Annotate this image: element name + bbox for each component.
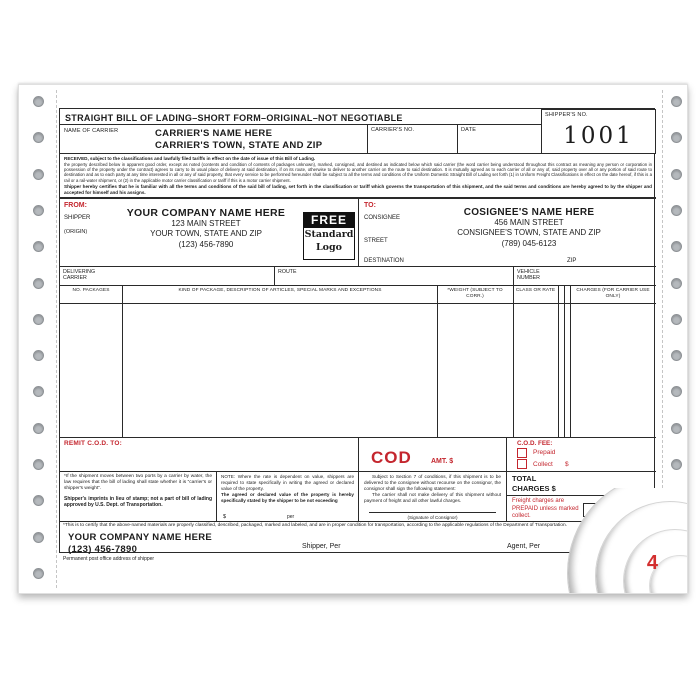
consignee-label: CONSIGNEE (364, 215, 401, 221)
shippers-no-label: SHIPPER'S NO. (545, 112, 588, 118)
cod-amount-label: AMT. $ (431, 458, 454, 465)
col-no-packages: NO. PACKAGES (72, 288, 110, 293)
pin-feed-hole (33, 314, 44, 325)
carrier-name-block (155, 128, 322, 153)
certify-line: *This is to certify that the above-named materials are properly classified, described, packaged, marked and labeled, and are in proper condition for transportation, according to the applicable regulations of the Department of Transportation. (63, 523, 567, 528)
terms-received: RECEIVED, subject to the classifications and lawfully filed tariffs in effect on the date of issue of this Bill of Lading. (64, 156, 316, 161)
to-section (359, 199, 656, 267)
divider (570, 286, 571, 303)
value-note: NOTE: Where the rate is dependent on value, shippers are required to state specifically in writing the agreed or declared value of the property. (221, 474, 354, 491)
divider (513, 267, 514, 285)
free-label: FREE (303, 212, 355, 228)
section7-cell (359, 472, 507, 522)
freight-note: Freight charges are PREPAID unless marked collect. (512, 498, 579, 519)
pin-feed-hole (671, 241, 682, 252)
route-label: ROUTE (278, 269, 297, 275)
pin-feed-hole (33, 350, 44, 361)
shipper-address-block (108, 207, 304, 250)
signature-caption: (Signature of Consignor) (407, 515, 458, 520)
pin-feed-hole (33, 241, 44, 252)
cod-label: COD (371, 448, 412, 467)
col-weight: *WEIGHT (SUBJECT TO CORR.) (447, 288, 503, 299)
divider (564, 286, 565, 303)
divider (558, 286, 559, 303)
from-to-row (60, 199, 656, 267)
cod-fee-box (507, 438, 656, 472)
remit-cod-box (60, 438, 359, 472)
remit-cod-label: REMIT C.O.D. TO: (64, 440, 122, 447)
terms-block (60, 154, 656, 199)
pin-feed-hole (33, 532, 44, 543)
prepaid-label: Prepaid (533, 449, 556, 456)
shipper-phone: (123) 456-7890 (178, 239, 234, 249)
divider (274, 267, 275, 285)
water-note: *If the shipment moves between two ports by a carrier by water, the law requires that the bill of lading shall state whether it is “carrier's or shipper's weight”. (64, 474, 212, 492)
route-row (60, 267, 656, 286)
carrier-city: CARRIER'S TOWN, STATE AND ZIP (155, 140, 323, 152)
shippers-no-value: 1001 (563, 123, 634, 149)
divider (437, 304, 438, 437)
collect-checkbox (517, 459, 527, 469)
collect-dollar: $ (565, 461, 569, 468)
pin-feed-hole (671, 459, 682, 470)
divider (564, 304, 565, 437)
shipper-label: SHIPPER (64, 215, 91, 221)
pin-feed-hole (33, 568, 44, 579)
cod-box (359, 438, 507, 472)
pin-feed-hole (671, 169, 682, 180)
cod-fee-label: C.O.D. FEE: (517, 440, 553, 447)
consignee-address-block (414, 207, 644, 249)
col-description: KIND OF PACKAGE, DESCRIPTION OF ARTICLES, SPECIAL MARKS AND EXCEPTIONS (178, 288, 382, 293)
divider (437, 286, 438, 303)
carrier-name: CARRIER'S NAME HERE (155, 128, 273, 139)
shipper-company: YOUR COMPANY NAME HERE (126, 207, 286, 219)
pin-feed-hole (671, 205, 682, 216)
consignee-phone: (789) 045-6123 (501, 238, 557, 248)
pin-feed-hole (671, 423, 682, 434)
shipper-address1: 123 MAIN STREET (171, 219, 241, 228)
terms-body: the property described below in apparent good order, except as noted (contents and condition of contents of packages unknown), marked, consigned, and destined as indicated below which said carrier (the word carrier being understood throughout this contract as meaning any person or corporation in possession of the property under the contract) agrees to carry to its usual place of delivery at said destination, if on its route, otherwise to deliver to another carrier on the route to said destination. It is mutually agreed as to each carrier of all or any of, said property over all or any portion of said route to destination and as to each party at any time interested in all or any of said property, that every service to be performed hereunder shall be subject to all the terms and conditions of the Uniform Domestic Straight Bill of Lading set forth (1) in Uniform Freight Classifications in effect on the date hereof, if this is a rail or a rail-water shipment, or (2) in the applicable motor carrier classification or tariff if this is a motor carrier shipment. (64, 161, 652, 183)
declared-value-cell (217, 472, 359, 522)
zip-label: ZIP (567, 258, 577, 264)
table-body (60, 304, 656, 438)
divider (367, 125, 368, 153)
water-note-cell (60, 472, 217, 522)
destination-label: DESTINATION (364, 258, 404, 264)
footer-phone: (123) 456-7890 (68, 544, 138, 556)
shipper-address2: YOUR TOWN, STATE AND ZIP (150, 229, 262, 239)
pin-feed-hole (671, 132, 682, 143)
origin-label: (ORIGIN) (64, 229, 88, 235)
collect-label: Collect (533, 461, 553, 468)
divider (513, 286, 514, 303)
name-of-carrier-label: NAME OF CARRIER (64, 128, 119, 134)
divider (570, 304, 571, 437)
imprint-note: Shipper's imprints in lieu of stamp; not a part of bill of lading approved by U.S. Dept. of Transportation. (64, 495, 212, 509)
consignee-address1: 456 MAIN STREET (494, 218, 564, 227)
prepaid-checkbox (517, 448, 527, 458)
divider (122, 304, 123, 437)
value-note2: The agreed or declared value of the property is hereby specifically stated by the shipper to be not exceeding (221, 491, 354, 503)
footer-company-block (68, 532, 212, 557)
pin-feed-hole (33, 96, 44, 107)
consignee-address2: CONSIGNEE'S TOWN, STATE AND ZIP (457, 228, 601, 238)
section7-note2: The carrier shall not make delivery of this shipment without payment of freight and all other lawful charges. (364, 492, 501, 504)
col-class-rate: CLASS OR RATE (515, 288, 556, 293)
pin-feed-hole (671, 350, 682, 361)
from-section (60, 199, 359, 267)
form-grid (59, 108, 655, 556)
value-dollar: $ (223, 514, 227, 520)
from-label: FROM: (64, 202, 87, 209)
vehicle-number-label: VEHICLE NUMBER (517, 269, 540, 282)
bill-of-lading-sheet (18, 84, 688, 594)
footer-company: YOUR COMPANY NAME HERE (68, 532, 213, 543)
title-row (60, 109, 542, 125)
perforation-line-left (56, 90, 57, 588)
pin-feed-hole (33, 495, 44, 506)
pin-feed-hole (33, 423, 44, 434)
pin-feed-hole (33, 205, 44, 216)
col-charges: CHARGES (FOR CARRIER USE ONLY) (576, 288, 650, 299)
pin-feed-hole (33, 459, 44, 470)
divider (122, 286, 123, 303)
standard-logo-label (303, 228, 355, 260)
table-header-row (60, 286, 656, 304)
to-label: TO: (364, 202, 376, 209)
consignee-name: COSIGNEE'S NAME HERE (463, 207, 595, 218)
bottom-row-a (60, 438, 656, 472)
pin-feed-hole (671, 314, 682, 325)
page-curl (552, 488, 687, 593)
pin-feed-hole (33, 386, 44, 397)
street-label: STREET (364, 238, 388, 244)
pin-feed-hole (33, 132, 44, 143)
address-note: Permanent post office address of shipper (63, 556, 155, 562)
delivering-carrier-label: DELIVERING CARRIER (63, 269, 96, 282)
pin-feed-hole (671, 278, 682, 289)
standard-label: Standard (304, 229, 354, 240)
charges-label: CHARGES $ (512, 484, 556, 493)
logo-label: Logo (316, 242, 342, 254)
form-title: STRAIGHT BILL OF LADING–SHORT FORM–ORIGINAL–NOT NEGOTIABLE (65, 113, 403, 123)
total-label: TOTAL (512, 474, 537, 483)
agent-per-label: Agent, Per (507, 543, 541, 550)
pin-feed-hole (671, 386, 682, 397)
pin-feed-hole (33, 169, 44, 180)
carrier-row (60, 125, 542, 154)
date-label: DATE (461, 127, 477, 133)
copy-number: 4 (646, 552, 658, 574)
consignor-signature-line (369, 512, 496, 513)
shippers-no-box (541, 109, 656, 154)
carriers-no-label: CARRIER'S NO. (371, 127, 415, 133)
standard-logo-badge (303, 212, 355, 260)
divider (457, 125, 458, 153)
pin-feed-hole (33, 278, 44, 289)
divider (558, 304, 559, 437)
section7-note: Subject to Section 7 of conditions, if this shipment is to be delivered to the consignee without recourse on the consignor, the consignor shall sign the following statement: (364, 474, 501, 492)
value-per: per (287, 514, 295, 520)
terms-certifies: Shipper hereby certifies that he is familiar with all the terms and conditions of the said bill of lading, set forth in the classification or tariff which governs the transportation of this shipment, and the said terms and conditions are hereby agreed to by the shipper and accepted for himself and his assigns. (64, 184, 652, 195)
divider (513, 304, 514, 437)
pin-feed-hole (671, 96, 682, 107)
shipper-per-label: Shipper, Per (302, 543, 341, 550)
